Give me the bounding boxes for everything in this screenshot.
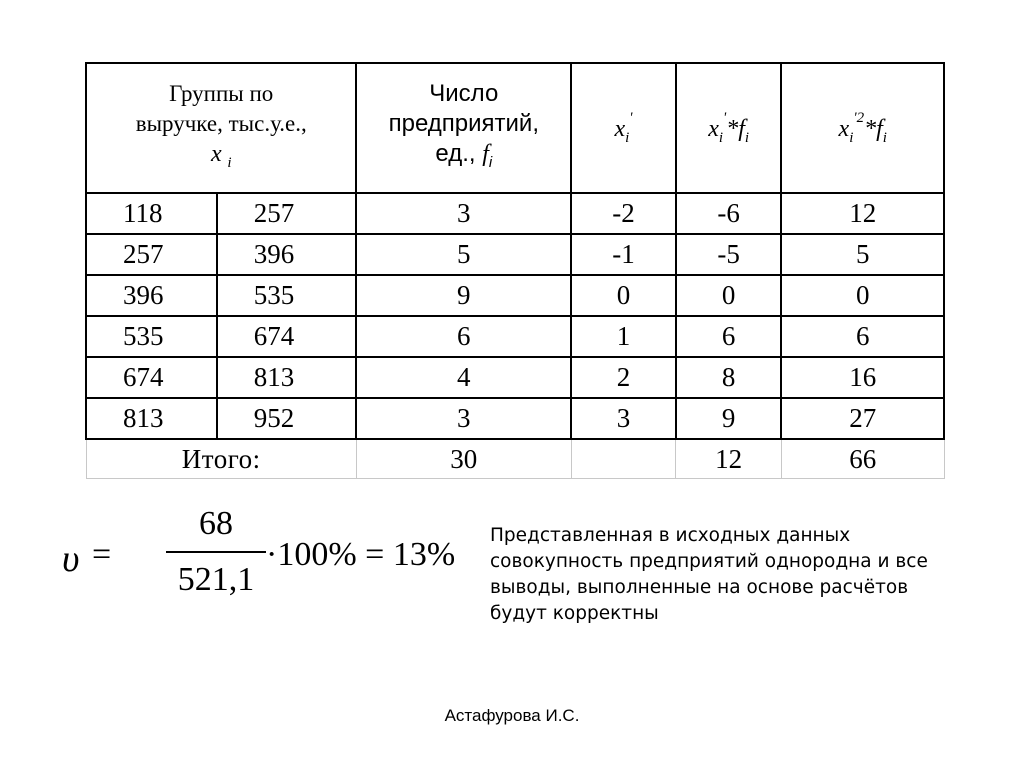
cell-group-from: 257 — [86, 234, 217, 275]
total-row — [86, 439, 944, 479]
header-groups-symbol: x — [210, 140, 222, 167]
header-count-symbol: f — [482, 140, 489, 167]
header-groups-subscript: i — [227, 154, 232, 171]
table-row — [86, 275, 944, 316]
header-x-prime-sq-f — [781, 63, 944, 193]
cell-count: 9 — [356, 275, 571, 316]
header-count-subscript: i — [488, 153, 493, 171]
cell-count: 5 — [356, 234, 571, 275]
total-x-prime-f: 12 — [676, 439, 782, 479]
table-row — [86, 398, 944, 439]
cell-count: 3 — [356, 193, 571, 234]
header-xf-subscript1: i — [718, 130, 724, 146]
header-x2f-symbol: x — [838, 116, 850, 142]
cell-x-prime: -1 — [571, 234, 676, 275]
cell-x-prime: 1 — [571, 316, 676, 357]
formula-numerator: 68 — [199, 505, 233, 542]
cell-group-from: 535 — [86, 316, 217, 357]
total-label: Итого: — [86, 439, 356, 479]
cell-x-prime: 0 — [571, 275, 676, 316]
header-xf-prime-mark: ' — [723, 110, 727, 126]
table-row — [86, 234, 944, 275]
header-x-prime — [571, 63, 676, 193]
cell-x-prime-sq-f: 5 — [781, 234, 944, 275]
cell-group-from: 118 — [86, 193, 217, 234]
formula-fraction-bar — [166, 551, 266, 553]
header-x2f-subscript1: i — [849, 130, 854, 146]
table-row — [86, 193, 944, 234]
cell-x-prime-sq-f: 6 — [781, 316, 944, 357]
cell-group-to: 535 — [217, 275, 357, 316]
header-x2f-prime-squared: '2 — [853, 110, 865, 126]
data-table — [85, 62, 945, 479]
header-count-line2: предприятий, — [388, 109, 539, 137]
header-xf-subscript2: i — [744, 130, 750, 146]
header-row — [86, 63, 944, 193]
author-footer: Астафурова И.С. — [444, 706, 580, 725]
cell-count: 3 — [356, 398, 571, 439]
header-count-line3: ед., — [435, 139, 476, 167]
table-row — [86, 316, 944, 357]
header-count-line1: Число — [429, 79, 499, 107]
cell-x-prime-f: 6 — [676, 316, 782, 357]
formula-equals: = — [92, 536, 112, 573]
cell-group-to: 674 — [217, 316, 357, 357]
header-x2f-times-f: *f — [864, 116, 883, 142]
total-count: 30 — [356, 439, 571, 479]
cell-x-prime-f: 9 — [676, 398, 782, 439]
cell-count: 4 — [356, 357, 571, 398]
cell-group-from: 674 — [86, 357, 217, 398]
cell-x-prime-sq-f: 12 — [781, 193, 944, 234]
cell-group-to: 257 — [217, 193, 357, 234]
formula-result: ·100% = 13% — [266, 536, 456, 573]
formula-denominator: 521,1 — [177, 561, 255, 598]
formula-variation-symbol: υ — [62, 538, 80, 580]
cell-x-prime-sq-f: 16 — [781, 357, 944, 398]
cell-group-to: 813 — [217, 357, 357, 398]
header-x2f-subscript2: i — [882, 130, 887, 146]
cell-x-prime: 3 — [571, 398, 676, 439]
cell-count: 6 — [356, 316, 571, 357]
total-x-prime — [571, 439, 676, 479]
cell-x-prime-f: 0 — [676, 275, 782, 316]
cell-x-prime-f: -6 — [676, 193, 782, 234]
cell-x-prime: -2 — [571, 193, 676, 234]
header-x-subscript: i — [625, 130, 630, 146]
total-x-prime-sq-f: 66 — [781, 439, 944, 479]
cell-x-prime-f: -5 — [676, 234, 782, 275]
cell-group-from: 813 — [86, 398, 217, 439]
header-groups-line1: Группы по — [169, 80, 274, 106]
header-x-prime-mark: ' — [629, 110, 633, 126]
header-groups — [86, 63, 356, 193]
cell-x-prime-sq-f: 27 — [781, 398, 944, 439]
header-x-symbol: x — [614, 116, 626, 142]
header-count — [356, 63, 571, 193]
header-xf-symbol: x — [708, 116, 719, 142]
table-row — [86, 357, 944, 398]
cell-x-prime-f: 8 — [676, 357, 782, 398]
header-x-prime-f — [676, 63, 782, 193]
cell-group-to: 952 — [217, 398, 357, 439]
cell-x-prime-sq-f: 0 — [781, 275, 944, 316]
cell-x-prime: 2 — [571, 357, 676, 398]
header-groups-line2: выручке, тыс.у.е., — [135, 110, 307, 136]
cell-group-from: 396 — [86, 275, 217, 316]
conclusion-text: Представленная в исходных данных совокупность предприятий однородна и все выводы, выполненные на основе расчётов будут корректны — [490, 525, 928, 624]
cell-group-to: 396 — [217, 234, 357, 275]
header-xf-times-f: *f — [726, 116, 745, 142]
